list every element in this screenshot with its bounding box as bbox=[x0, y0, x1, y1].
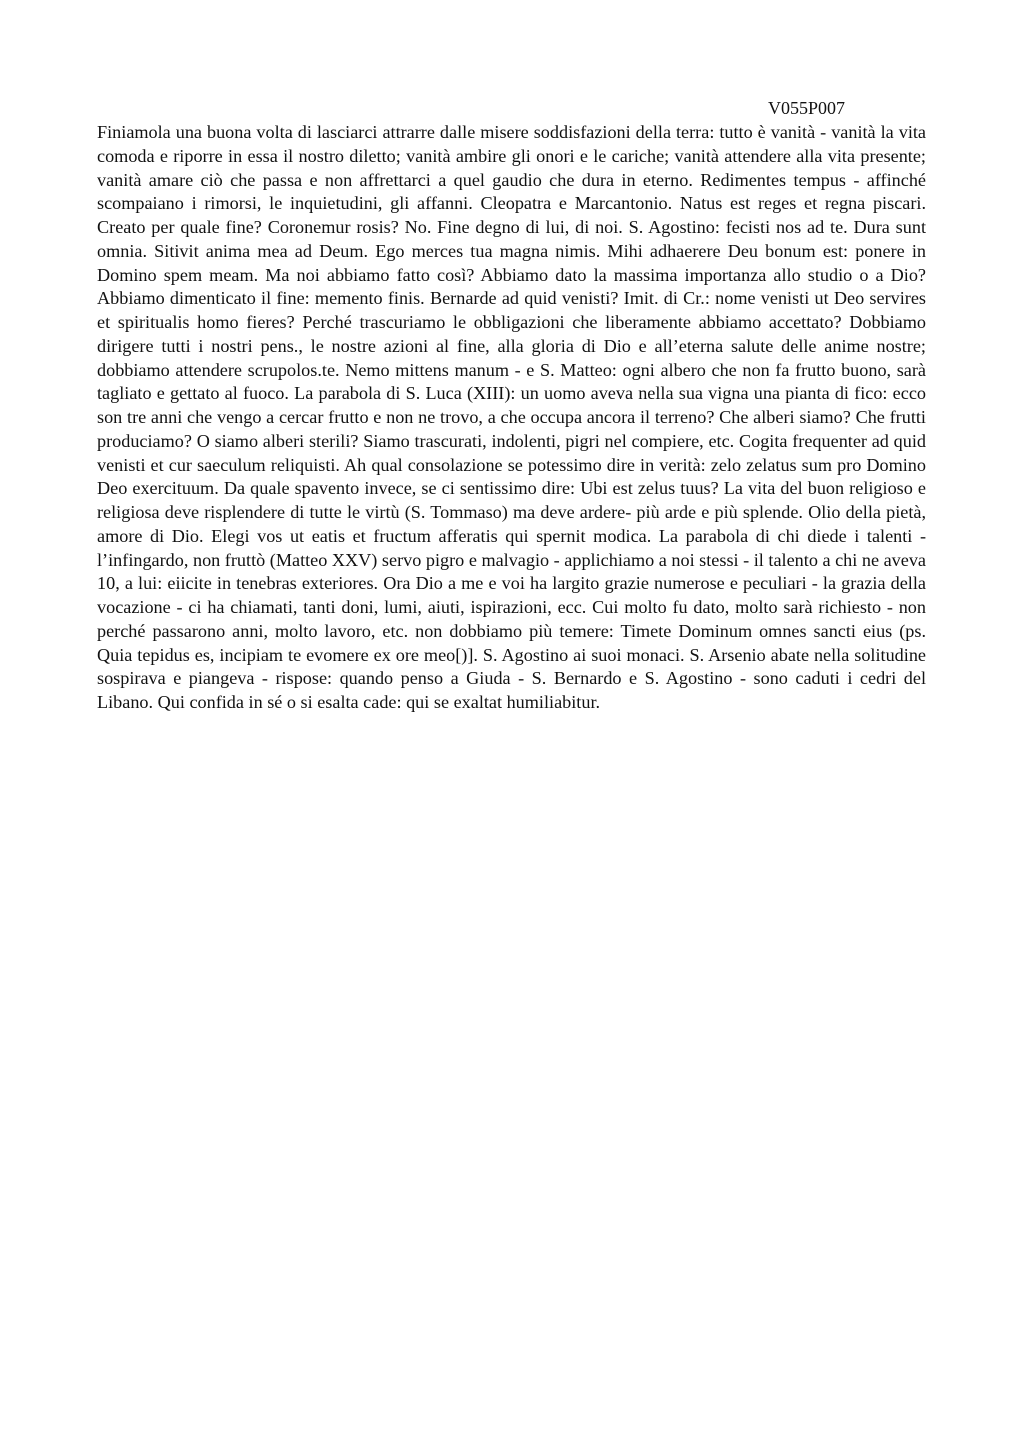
page-code: V055P007 bbox=[768, 98, 846, 118]
body-paragraph: Finiamola una buona volta di lasciarci attrarre dalle misere soddisfazioni della terra: tutto è vanità - vanità la vita comoda e riporre in essa il nostro diletto; vanità ambire gli onori e le cariche; vanità attendere alla vita presente; vanità amare ciò che passa e non affrettarci a quel gaudio che dura in eterno. Redimentes tempus - affinché scompaiano i rimorsi, le inquietudini, gli affanni. Cleopatra e Marcantonio. Natus est reges et regna piscari. Creato per quale fine? Coronemur rosis? No. Fine degno di lui, di noi. S. Agostino: fecisti nos ad te. Dura sunt omnia. Sitivit anima mea ad Deum. Ego merces tua magna nimis. Mihi adhaerere Deu bonum est: ponere in Domino spem meam. Ma noi abbiamo fatto così? Abbiamo dato la massima importanza allo studio o a Dio? Abbiamo dimenticato il fine: memento finis. Bernarde ad quid venisti? Imit. di Cr.: nome venisti ut Deo servires et spiritualis homo fieres? Perché trascuriamo le obbligazioni che liberamente abbiamo accettato? Dobbiamo dirigere tutti i nostri pens., le nostre azioni al fine, alla gloria di Dio e all’eterna salute delle anime nostre; dobbiamo attendere scrupolos.te. Nemo mittens manum - e S. Matteo: ogni albero che non fa frutto buono, sarà tagliato e gettato al fuoco. La parabola di S. Luca (XIII): un uomo aveva nella sua vigna una pianta di fico: ecco son tre anni che vengo a cercar frutto e non ne trovo, a che occupa ancora il terreno? Che alberi siamo? Che frutti produciamo? O siamo alberi sterili? Siamo trascurati, indolenti, pigri nel compiere, etc. Cogita frequenter ad quid venisti et cur saeculum reliquisti. Ah qual consolazione se potessimo dire in verità: zelo zelatus sum pro Domino Deo exercituum. Da quale spavento invece, se ci sentissimo dire: Ubi est zelus tuus? La vita del buon religioso e religiosa deve risplendere di tutte le virtù (S. Tommaso) ma deve ardere- più arde e più splende. Olio della pietà, amore di Dio. Elegi vos ut eatis et fructum afferatis qui spernit modica. La parabola di chi diede i talenti - l’infingardo, non fruttò (Matteo XXV) servo pigro e malvagio - applichiamo a noi stessi - il talento a chi ne aveva 10, a lui: eiicite in tenebras exteriores. Ora Dio a me e voi ha largito grazie numerose e peculiari - la grazia della vocazione - ci ha chiamati, tanti doni, lumi, aiuti, ispirazioni, ecc. Cui molto fu dato, molto sarà richiesto - non perché passarono anni, molto lavoro, etc. non dobbiamo più temere: Timete Dominum omnes sancti eius (ps. Quia tepidus es, incipiam te evomere ex ore meo[)]. S. Agostino ai suoi monaci. S. Arsenio abate nella solitudine sospirava e piangeva - rispose: quando penso a Giuda - S. Bernardo e S. Agostino - sono caduti i cedri del Libano. Qui confida in sé o si esalta cade: qui se exaltat humiliabitur. bbox=[97, 122, 926, 712]
